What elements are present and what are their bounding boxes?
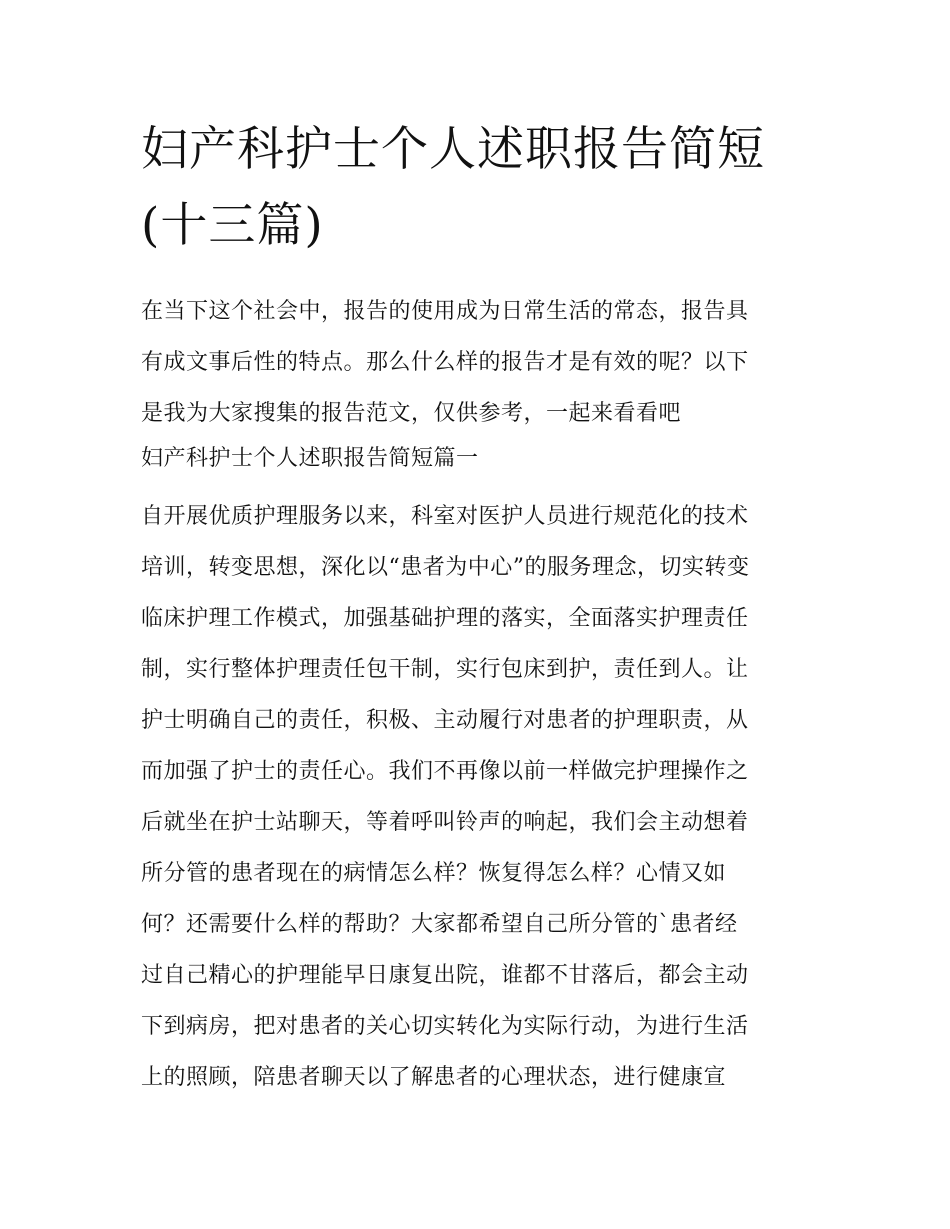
text-line: 临床护理工作模式，加强基础护理的落实，全面落实护理责任 xyxy=(141,606,749,631)
text-line: 后就坐在护士站聊天，等着呼叫铃声的响起，我们会主动想着 xyxy=(141,810,749,835)
text-line: 何？还需要什么样的帮助？大家都希望自己所分管的`患者经 xyxy=(141,912,738,937)
title-line: (十三篇) xyxy=(141,198,324,253)
section-heading xyxy=(141,439,813,491)
text-line: 而加强了护士的责任心。我们不再像以前一样做完护理操作之 xyxy=(141,759,749,784)
text-line: 上的照顾，陪患者聊天以了解患者的心理状态，进行健康宣 xyxy=(141,1065,727,1090)
text-line: 制，实行整体护理责任包干制，实行包床到护，责任到人。让 xyxy=(141,657,749,682)
title-line: 妇产科护士个人述职报告简短 xyxy=(141,122,765,177)
text-line: 是我为大家搜集的报告范文，仅供参考，一起来看看吧 xyxy=(141,401,682,426)
text-line: 下到病房，把对患者的关心切实转化为实际行动，为进行生活 xyxy=(141,1014,749,1039)
section-heading-text: 妇产科护士个人述职报告简短篇一 xyxy=(141,446,479,471)
text-line: 在当下这个社会中，报告的使用成为日常生活的常态，报告具 xyxy=(141,299,749,324)
text-line: 自开展优质护理服务以来，科室对医护人员进行规范化的技术 xyxy=(141,504,749,529)
document-body xyxy=(141,286,813,1103)
document-page xyxy=(141,112,813,1103)
text-line: 有成文事后性的特点。那么什么样的报告才是有效的呢？以下 xyxy=(141,350,749,375)
intro-paragraph xyxy=(141,286,813,439)
body-paragraph xyxy=(141,491,813,1103)
text-line: 所分管的患者现在的病情怎么样？恢复得怎么样？心情又如 xyxy=(141,861,727,886)
text-line: 护士明确自己的责任，积极、主动履行对患者的护理职责，从 xyxy=(141,708,749,733)
text-line: 过自己精心的护理能早日康复出院，谁都不甘落后，都会主动 xyxy=(141,963,749,988)
document-title xyxy=(141,112,813,264)
text-line: 培训，转变思想，深化以“患者为中心”的服务理念，切实转变 xyxy=(141,555,750,580)
